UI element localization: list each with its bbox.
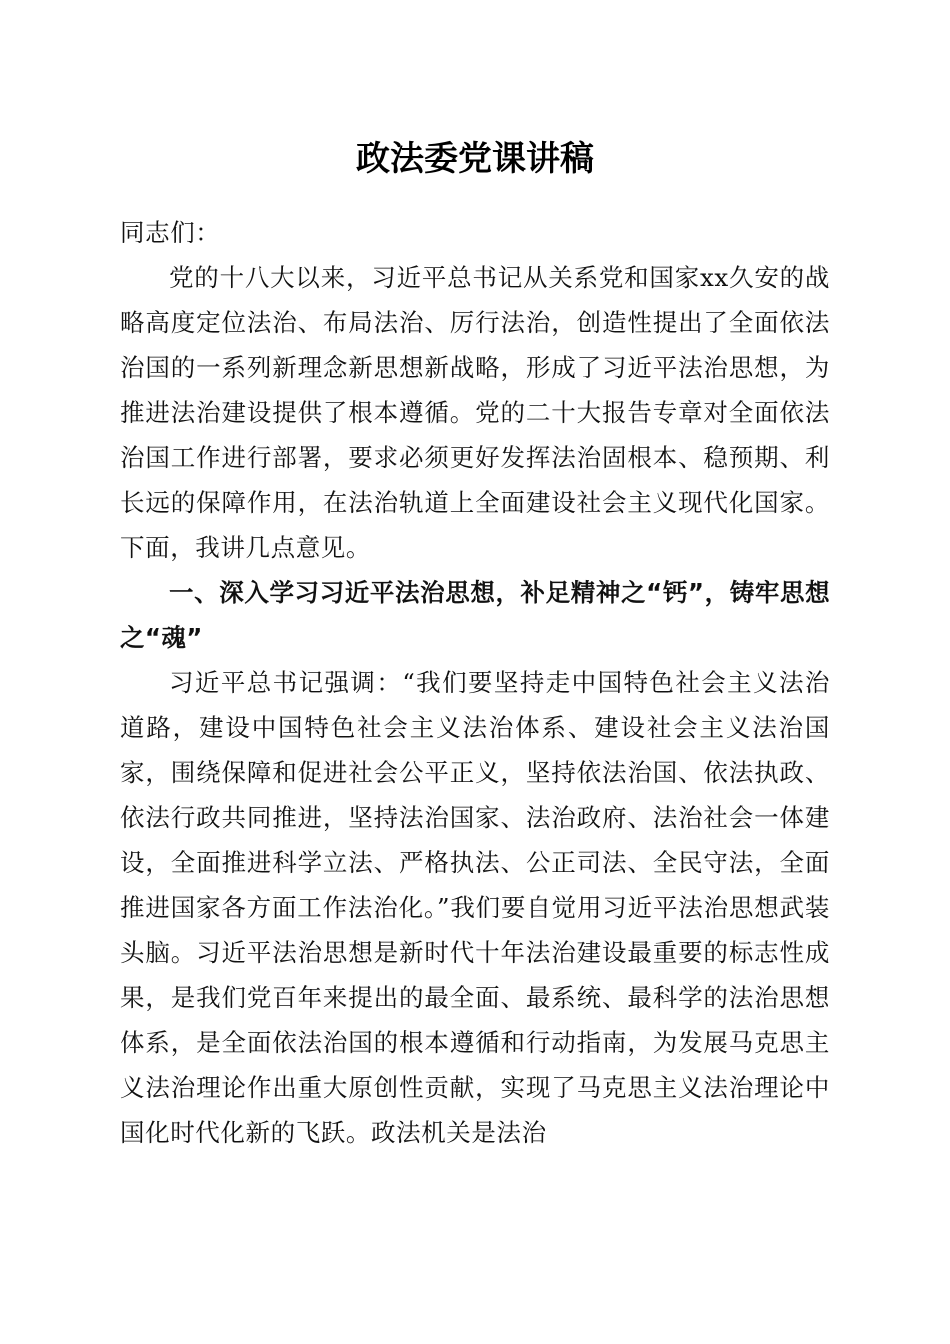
document-title: 政法委党课讲稿 [356, 139, 594, 179]
document-body [120, 210, 830, 1155]
section-1-heading: 一、深入学习习近平法治思想，补足精神之“钙”，铸牢思想之“魂” [120, 578, 830, 652]
salutation: 同志们： [120, 218, 221, 247]
section-1-paragraph: 习近平总书记强调：“我们要坚持走中国特色社会主义法治道路，建设中国特色社会主义法治体系、建设社会主义法治国家，围绕保障和促进社会公平正义，坚持依法治国、依法执政、依法行政共同推进，坚持法治国家、法治政府、法治社会一体建设，全面推进科学立法、严格执法、公正司法、全民守法，全面推进国家各方面工作法治化。”我们要自觉用习近平法治思想武装头脑。习近平法治思想是新时代十年法治建设最重要的标志性成果，是我们党百年来提出的最全面、最系统、最科学的法治思想体系，是全面依法治国的根本遵循和行动指南，为发展马克思主义法治理论作出重大原创性贡献，实现了马克思主义法治理论中国化时代化新的飞跃。政法机关是法治 [120, 668, 830, 1147]
intro-paragraph: 党的十八大以来，习近平总书记从关系党和国家xx久安的战略高度定位法治、布局法治、厉行法治，创造性提出了全面依法治国的一系列新理念新思想新战略，形成了习近平法治思想，为推进法治建设提供了根本遵循。党的二十大报告专章对全面依法治国工作进行部署，要求必须更好发挥法治固根本、稳预期、利长远的保障作用，在法治轨道上全面建设社会主义现代化国家。下面，我讲几点意见。 [120, 263, 830, 562]
